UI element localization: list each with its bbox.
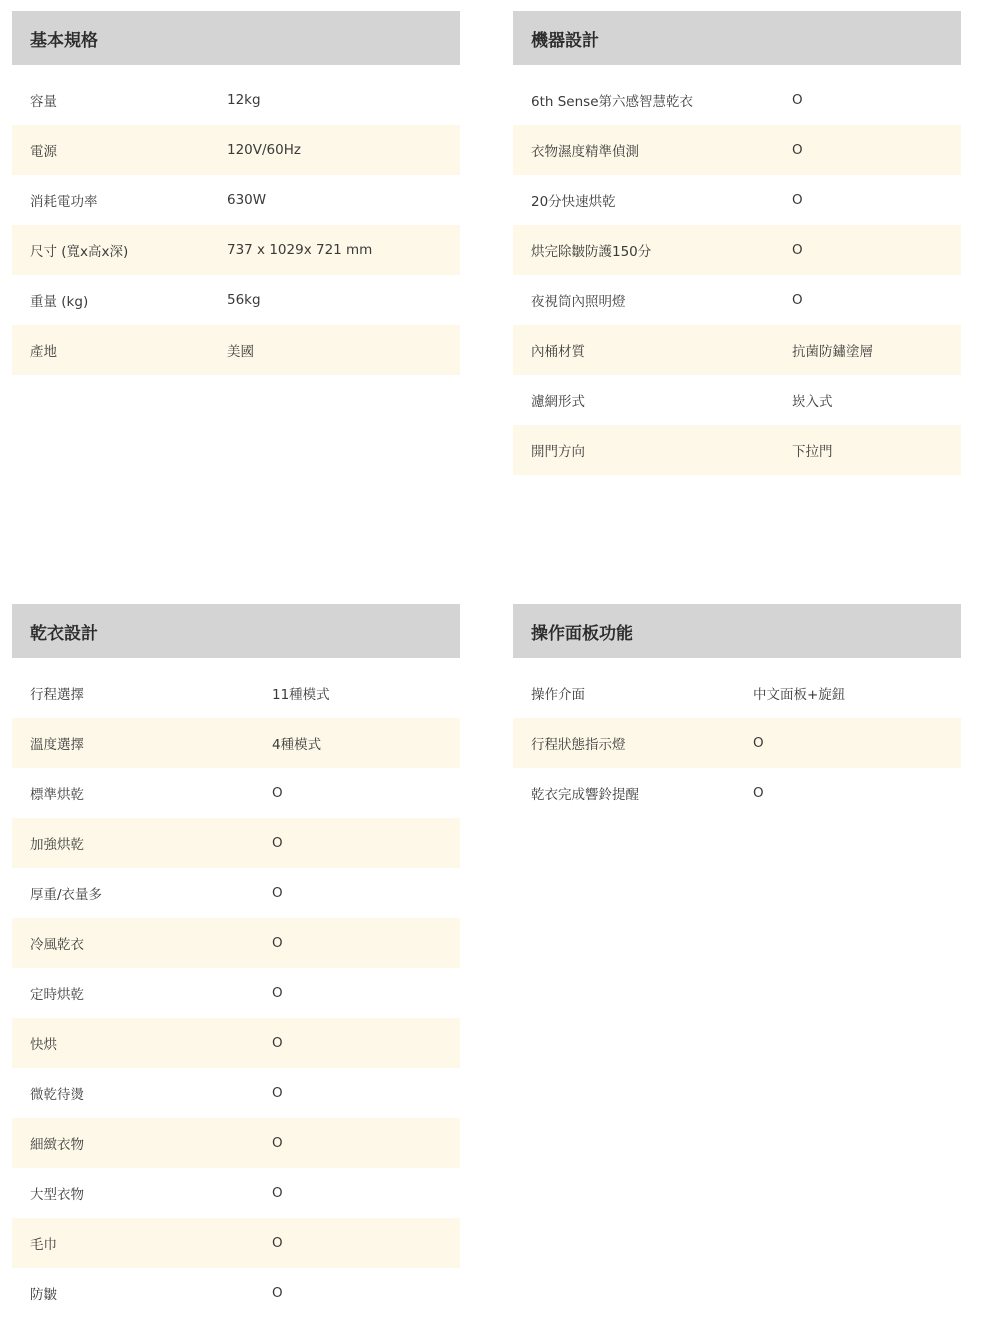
spec-row-temperature (12, 718, 460, 768)
spec-value: O (272, 1285, 283, 1301)
spec-label: 加強烘乾 (30, 837, 84, 853)
spec-value: O (753, 735, 764, 751)
spec-value: 737 x 1029x 721 mm (227, 242, 373, 258)
spec-value: 4種模式 (272, 737, 322, 753)
spec-value: O (792, 242, 803, 258)
spec-label: 快烘 (30, 1037, 57, 1053)
spec-label: 厚重/衣量多 (30, 887, 103, 903)
spec-label: 細緻衣物 (30, 1137, 84, 1153)
spec-value: O (792, 92, 803, 108)
basic-specs-table (12, 11, 460, 375)
spec-row-power-consumption (12, 175, 460, 225)
spec-label: 開門方向 (531, 444, 585, 460)
spec-value: O (792, 292, 803, 308)
spec-value: O (272, 1185, 283, 1201)
spec-label: 容量 (30, 94, 57, 110)
spec-value: O (753, 785, 764, 801)
spec-label: 6th Sense第六感智慧乾衣 (531, 94, 693, 110)
spec-row-power-supply (12, 125, 460, 175)
spec-row-bulky-items (12, 1168, 460, 1218)
spec-row-status-light (513, 718, 961, 768)
spec-row-air-dry (12, 918, 460, 968)
drying-design-header: 乾衣設計 (12, 604, 460, 658)
spec-value: O (272, 985, 283, 1001)
control-panel-header: 操作面板功能 (513, 604, 961, 658)
spec-value: 56kg (227, 292, 261, 308)
spec-row-damp-dry (12, 1068, 460, 1118)
spec-row-weight (12, 275, 460, 325)
spec-value: O (272, 1235, 283, 1251)
spec-value: O (272, 885, 283, 901)
spec-row-6th-sense (513, 75, 961, 125)
spec-row-dimensions (12, 225, 460, 275)
spec-row-wrinkle-guard (513, 225, 961, 275)
spec-label: 標準烘乾 (30, 787, 84, 803)
spec-row-origin (12, 325, 460, 375)
spec-value: O (272, 1035, 283, 1051)
spec-label: 防皺 (30, 1287, 57, 1303)
spec-row-heavy-dry (12, 818, 460, 868)
spec-row-door-direction (513, 425, 961, 475)
spec-row-wrinkle-prevent (12, 1268, 460, 1318)
spec-label: 微乾待燙 (30, 1087, 84, 1103)
spec-label: 濾網形式 (531, 394, 585, 410)
spec-value: O (272, 785, 283, 801)
spec-label: 重量 (kg) (30, 294, 89, 310)
spec-value: 崁入式 (792, 394, 833, 410)
spec-row-capacity (12, 75, 460, 125)
spec-label: 尺寸 (寬x高x深) (30, 244, 129, 260)
spec-label: 產地 (30, 344, 57, 360)
spec-row-towels (12, 1218, 460, 1268)
spec-row-filter-type (513, 375, 961, 425)
control-panel-table (513, 604, 961, 818)
spec-label: 行程狀態指示燈 (531, 737, 626, 753)
spec-row-quick-dry (513, 175, 961, 225)
spec-row-moisture-sensing (513, 125, 961, 175)
spec-row-programs (12, 668, 460, 718)
spec-label: 消耗電功率 (30, 194, 98, 210)
drying-design-table (12, 604, 460, 1318)
spec-label: 衣物濕度精準偵測 (531, 144, 639, 160)
spec-label: 烘完除皺防護150分 (531, 244, 652, 260)
spec-value: 12kg (227, 92, 261, 108)
spec-label: 毛巾 (30, 1237, 57, 1253)
spec-value: O (272, 835, 283, 851)
spec-label: 電源 (30, 144, 57, 160)
spec-row-drum-light (513, 275, 961, 325)
spec-value: O (792, 142, 803, 158)
spec-label: 行程選擇 (30, 687, 84, 703)
spec-value: O (272, 935, 283, 951)
spec-label: 20分快速烘乾 (531, 194, 616, 210)
spec-value: O (272, 1085, 283, 1101)
spec-value: 630W (227, 192, 267, 208)
spec-label: 乾衣完成響鈴提醒 (531, 787, 639, 803)
spec-label: 內桶材質 (531, 344, 585, 360)
spec-value: 下拉門 (792, 444, 833, 460)
spec-value: 120V/60Hz (227, 142, 301, 158)
spec-row-bulky-load (12, 868, 460, 918)
spec-value: 中文面板+旋鈕 (753, 687, 846, 703)
spec-row-interface (513, 668, 961, 718)
spec-row-drum-material (513, 325, 961, 375)
spec-label: 大型衣物 (30, 1187, 84, 1203)
spec-row-standard-dry (12, 768, 460, 818)
spec-label: 定時烘乾 (30, 987, 84, 1003)
spec-value: 抗菌防鏽塗層 (792, 344, 873, 360)
machine-design-header: 機器設計 (513, 11, 961, 65)
spec-value: O (272, 1135, 283, 1151)
spec-value: O (792, 192, 803, 208)
spec-row-timed-dry (12, 968, 460, 1018)
spec-row-quick-dry (12, 1018, 460, 1068)
spec-label: 夜視筒內照明燈 (531, 294, 626, 310)
spec-value: 美國 (227, 344, 254, 360)
spec-row-delicates (12, 1118, 460, 1168)
spec-value: 11種模式 (272, 687, 330, 703)
spec-label: 溫度選擇 (30, 737, 84, 753)
basic-specs-header: 基本規格 (12, 11, 460, 65)
spec-label: 冷風乾衣 (30, 937, 84, 953)
machine-design-table (513, 11, 961, 475)
spec-row-end-signal (513, 768, 961, 818)
spec-label: 操作介面 (531, 687, 585, 703)
